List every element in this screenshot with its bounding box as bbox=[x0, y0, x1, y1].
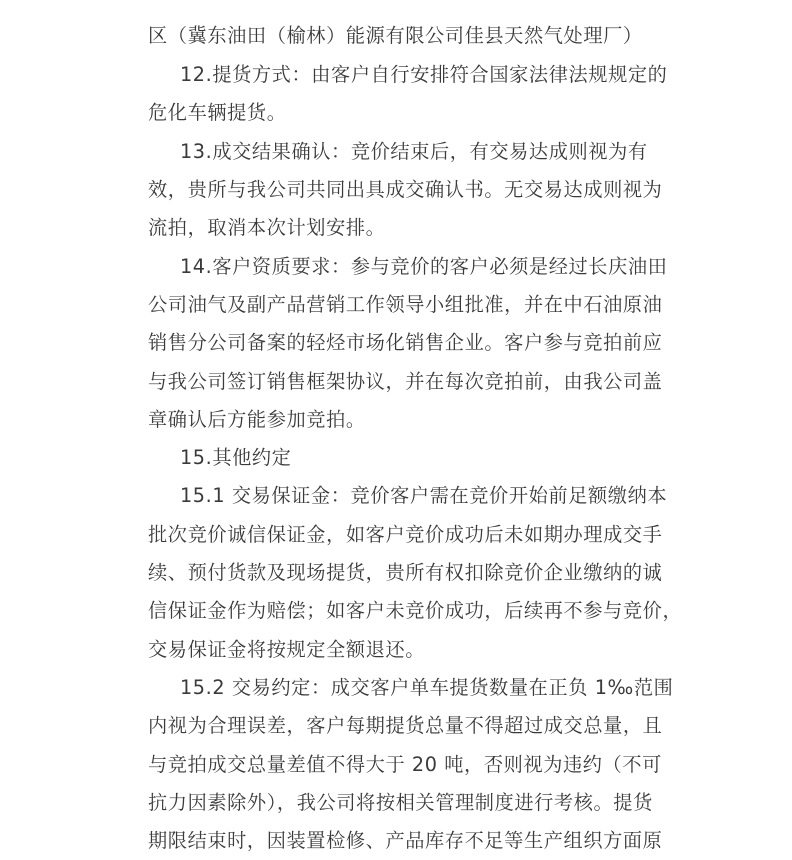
text-line: 章确认后方能参加竞拍。 bbox=[148, 408, 366, 431]
text-line: 与竞拍成交总量差值不得大于 20 吨，否则视为违约（不可 bbox=[148, 753, 662, 776]
text-line: 效，贵所与我公司共同出具成交确认书。无交易达成则视为 bbox=[148, 178, 663, 201]
text-line: 危化车辆提货。 bbox=[148, 101, 287, 124]
text-line: 流拍，取消本次计划安排。 bbox=[148, 216, 386, 239]
clause-15-2-heading: 15.2 交易约定：成交客户单车提货数量在正负 1‰范围 bbox=[180, 676, 674, 699]
clause-13-heading: 13.成交结果确认：竞价结束后，有交易达成则视为有 bbox=[180, 140, 648, 163]
text-line: 抗力因素除外），我公司将按相关管理制度进行考核。提货 bbox=[148, 791, 653, 814]
text-line: 交易保证金将按规定全额退还。 bbox=[148, 638, 426, 661]
text-line: 批次竞价诚信保证金，如客户竞价成功后未如期办理成交手 bbox=[148, 523, 663, 546]
text-line: 公司油气及副产品营销工作领导小组批准，并在中石油原油 bbox=[148, 293, 663, 316]
clause-15-1-heading: 15.1 交易保证金：竞价客户需在竞价开始前足额缴纳本 bbox=[180, 484, 668, 507]
text-line: 期限结束时，因装置检修、产品库存不足等生产组织方面原 bbox=[148, 829, 663, 852]
text-line: 销售分公司备案的轻烃市场化销售企业。客户参与竞拍前应 bbox=[148, 331, 663, 354]
clause-15-heading: 15.其他约定 bbox=[180, 446, 292, 469]
clause-14-heading: 14.客户资质要求：参与竞价的客户必须是经过长庆油田 bbox=[180, 255, 668, 278]
text-line: 区（冀东油田（榆林）能源有限公司佳县天然气处理厂） bbox=[148, 24, 643, 47]
text-line: 内视为合理误差，客户每期提货总量不得超过成交总量，且 bbox=[148, 714, 663, 737]
text-line: 续、预付货款及现场提货，贵所有权扣除竞价企业缴纳的诚 bbox=[148, 561, 663, 584]
clause-12-heading: 12.提货方式：由客户自行安排符合国家法律法规规定的 bbox=[180, 63, 668, 86]
text-line: 与我公司签订销售框架协议，并在每次竞拍前，由我公司盖 bbox=[148, 370, 663, 393]
text-line: 信保证金作为赔偿；如客户未竞价成功，后续再不参与竞价， bbox=[148, 599, 683, 622]
